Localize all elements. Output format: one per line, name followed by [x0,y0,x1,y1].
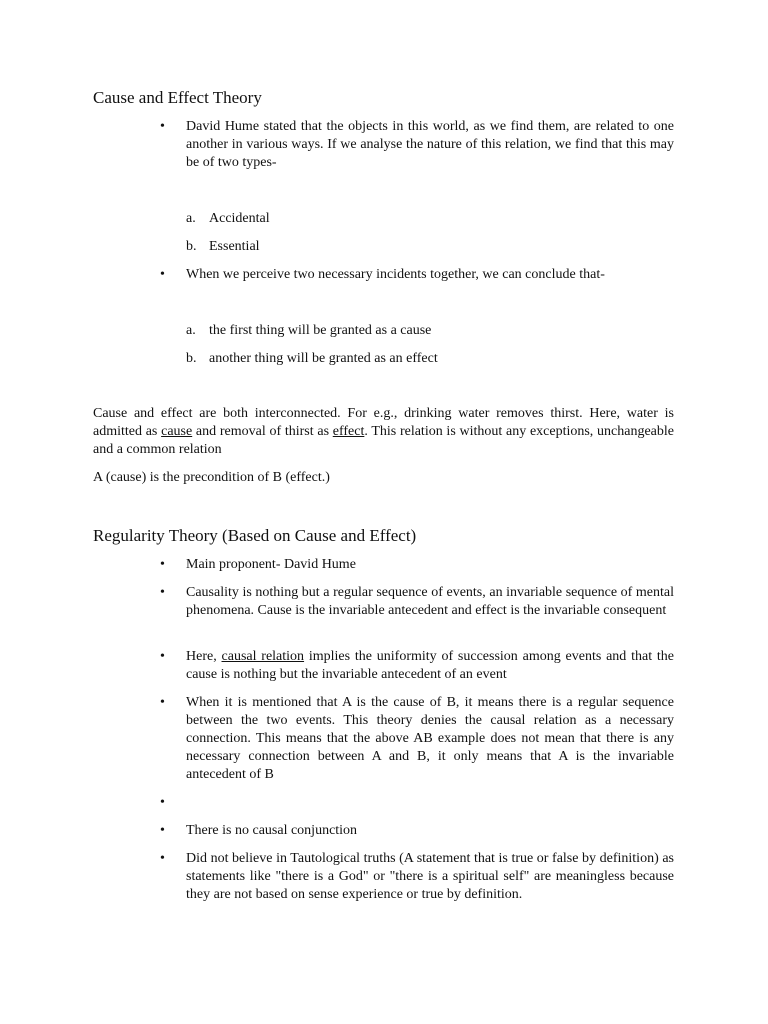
bullet-icon: • [160,267,165,282]
bullet-icon: • [160,585,165,600]
list-text: another thing will be granted as an effect [209,351,438,366]
bullet-text: Did not believe in Tautological truths (A statement that is true or false by definition) as statements like "there is a God" or "there is a spiritual self" are meaningless because they are not based on sense experience or true by definition. [186,851,674,902]
bullet-icon: • [160,119,165,134]
paragraph-text: and removal of thirst as [192,424,333,439]
paragraph-text: . This relation is without any exceptions, unchangeable and a common relation [93,424,674,457]
list-marker: b. [186,239,197,254]
list-marker: a. [186,323,196,338]
bullet-text: David Hume stated that the objects in this world, as we find them, are related to one another in various ways. If we analyse the nature of this relation, we find that this may be of two types- [186,119,674,170]
list-text: the first thing will be granted as a cause [209,323,432,338]
bullet-icon: • [160,695,165,710]
bullet-text-part: Here, [186,649,222,664]
bullet-text: Causality is nothing but a regular sequence of events, an invariable sequence of mental phenomena. Cause is the invariable antecedent and effect is the invariable consequent [186,585,674,618]
underlined-term-cause: cause [161,424,193,439]
bullet-icon: • [160,557,165,572]
bullet-text: There is no causal conjunction [186,823,358,838]
bullet-icon: • [160,823,165,838]
section-heading-cause-effect: Cause and Effect Theory [93,88,262,107]
list-text: Essential [209,239,260,254]
underlined-term-causal-relation: causal relation [221,649,305,664]
list-text: Accidental [209,211,270,226]
bullet-icon: • [160,851,165,866]
section-heading-regularity-theory: Regularity Theory (Based on Cause and Effect) [93,526,417,545]
paragraph: A (cause) is the precondition of B (effect.) [93,470,330,485]
bullet-icon: • [160,795,165,810]
bullet-text: When we perceive two necessary incidents together, we can conclude that- [186,267,605,282]
list-marker: b. [186,351,197,366]
bullet-text: When it is mentioned that A is the cause of B, it means there is a regular sequence between the two events. This theory denies the causal relation as a necessary connection. This means that the above AB example does not mean that there is any necessary connection between A and B, it only means that A is the invariable antecedent of B [186,695,674,782]
bullet-text [186,648,674,684]
paragraph-text: Cause and effect are both interconnected. For e.g., drinking water removes thirst. Here, water is admitted as [93,406,674,439]
list-marker: a. [186,211,196,226]
bullet-icon: • [160,649,165,664]
bullet-text: Main proponent- David Hume [186,557,356,572]
underlined-term-effect: effect [332,424,365,439]
bullet-text-part: implies the uniformity of succession among events and that the cause is nothing but the invariable antecedent of an event [186,649,674,682]
paragraph [93,405,674,459]
